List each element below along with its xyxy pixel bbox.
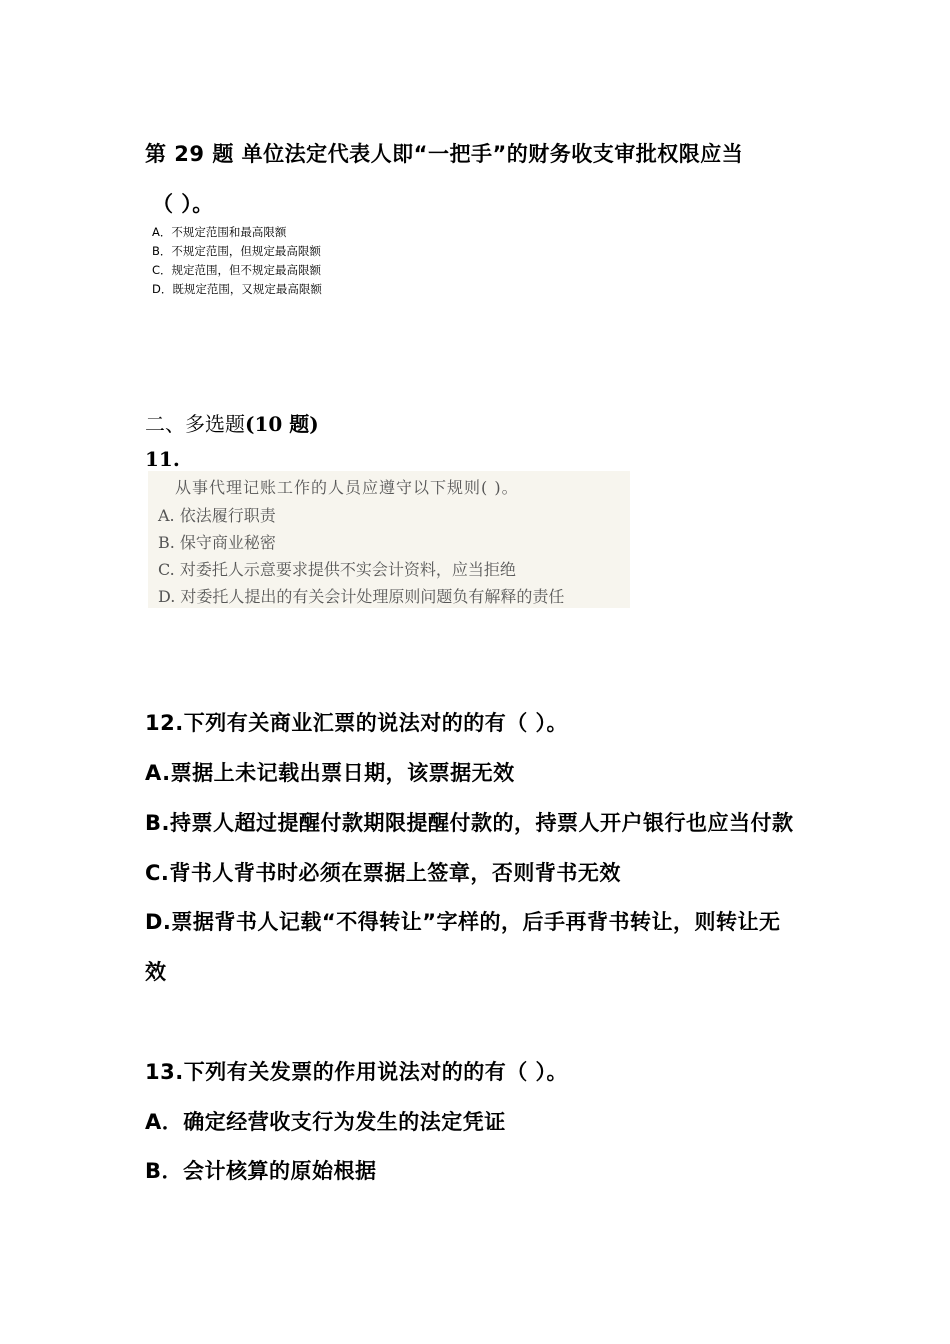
q11-option-c: C. 对委托人示意要求提供不实会计资料，应当拒绝 — [158, 560, 516, 579]
q29-option-d: D．既规定范围，又规定最高限额 — [152, 282, 322, 296]
q13-stem: 13.下列有关发票的作用说法对的的有（ ）。 — [145, 1060, 569, 1084]
q12-option-c: C.背书人背书时必须在票据上签章，否则背书无效 — [145, 861, 621, 885]
q29-option-b: B．不规定范围，但规定最高限额 — [152, 244, 321, 258]
q29-option-a: A．不规定范围和最高限额 — [152, 225, 287, 239]
q13-option-b: B．会计核算的原始根据 — [145, 1159, 377, 1183]
q29-option-c: C．规定范围，但不规定最高限额 — [152, 263, 322, 277]
q12-stem: 12.下列有关商业汇票的说法对的的有（ ）。 — [145, 711, 569, 735]
q29-title-line2: （ ）。 — [152, 192, 214, 216]
q29-title-line1: 第 29 题 单位法定代表人即“一把手”的财务收支审批权限应当 — [145, 142, 744, 166]
q11-option-d: D. 对委托人提出的有关会计处理原则问题负有解释的责任 — [158, 587, 565, 606]
q13-option-a: A．确定经营收支行为发生的法定凭证 — [145, 1110, 506, 1134]
q11-number: 11. — [145, 447, 180, 471]
q12-option-d: D.票据背书人记载“不得转让”字样的，后手再背书转让，则转让无 — [145, 910, 781, 934]
q12-option-a: A.票据上未记载出票日期，该票据无效 — [145, 761, 515, 785]
section-title-count: (10 题) — [245, 412, 319, 436]
q11-option-a: A. 依法履行职责 — [158, 506, 276, 525]
q11-scanned-image — [148, 471, 630, 608]
section-title-prefix: 二、多选题 — [145, 412, 245, 436]
q11-option-b: B. 保守商业秘密 — [158, 533, 276, 552]
q11-stem: 从事代理记账工作的人员应遵守以下规则( )。 — [175, 478, 519, 497]
q12-option-d-continued: 效 — [145, 960, 167, 984]
section-title — [145, 408, 319, 437]
q12-option-b: B.持票人超过提醒付款期限提醒付款的，持票人开户银行也应当付款 — [145, 811, 794, 835]
